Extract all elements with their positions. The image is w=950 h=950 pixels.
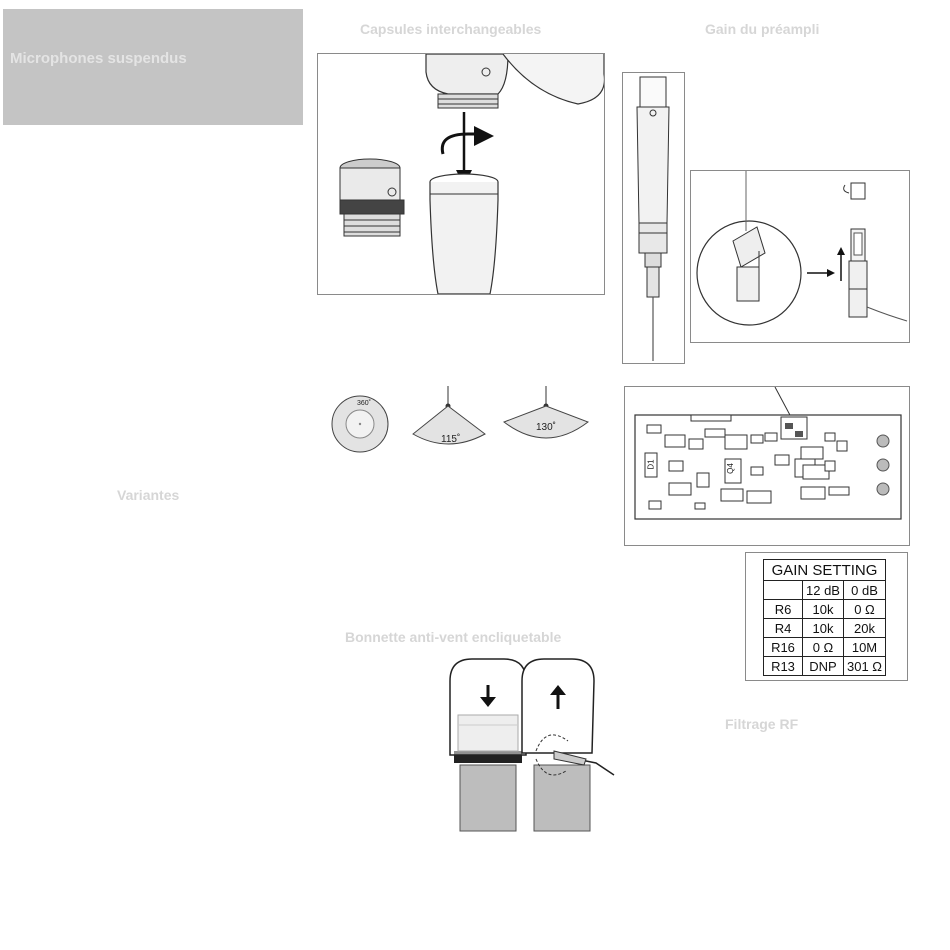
header-box [3,9,303,125]
polar-supercardioid-drawing [500,384,590,456]
capsule-illustration [317,53,605,295]
page-title: Microphones suspendus [10,50,187,67]
polar-supercardioid-label: 130˚ [536,422,557,433]
gain-table-header: 0 dB [843,581,885,600]
gain-table-title: GAIN SETTING [764,560,886,581]
polar-omni-cardioid-drawing [330,384,490,456]
table-cell: 10k [803,600,844,619]
table-cell: 0 Ω [843,600,885,619]
table-cell: R13 [764,657,803,676]
table-cell: R16 [764,638,803,657]
table-cell: R4 [764,619,803,638]
pcb-drawing [625,387,909,545]
gain-table-header: 12 dB [803,581,844,600]
section-title-filtrage: Filtrage RF [725,716,799,732]
polar-patterns [330,384,490,456]
table-row [764,657,886,676]
table-cell: 301 Ω [843,657,885,676]
table-row [764,619,886,638]
gain-setting-panel [745,552,908,681]
section-title-capsules: Capsules interchangeables [360,21,542,37]
windscreen-drawing [446,655,616,835]
gain-table-header [764,581,803,600]
pcb-illustration [624,386,910,546]
gain-disassembly-illustration [690,170,910,343]
table-row [764,600,886,619]
table-cell: R6 [764,600,803,619]
table-row [764,638,886,657]
section-title-bonnette: Bonnette anti-vent encliquetable [345,629,562,645]
polar-supercardioid [500,384,590,456]
windscreen-illustration [446,655,616,835]
gain-disassembly-drawing [691,171,909,342]
table-cell: 10k [803,619,844,638]
gain-mic-drawing [623,73,684,363]
table-cell: 0 Ω [803,638,844,657]
polar-cardioid-label: 115˚ [441,434,461,445]
gain-mic-illustration [622,72,685,364]
pcb-label-d1: D1 [646,459,656,470]
pcb-label-q4: Q4 [725,463,735,474]
section-title-gain: Gain du préampli [705,21,820,37]
table-cell: DNP [803,657,844,676]
section-title-variantes: Variantes [117,487,180,503]
polar-omni-label: 360˚ [357,400,372,407]
gain-setting-table [763,559,886,676]
capsule-drawing [318,54,604,294]
table-cell: 20k [843,619,885,638]
table-cell: 10M [843,638,885,657]
